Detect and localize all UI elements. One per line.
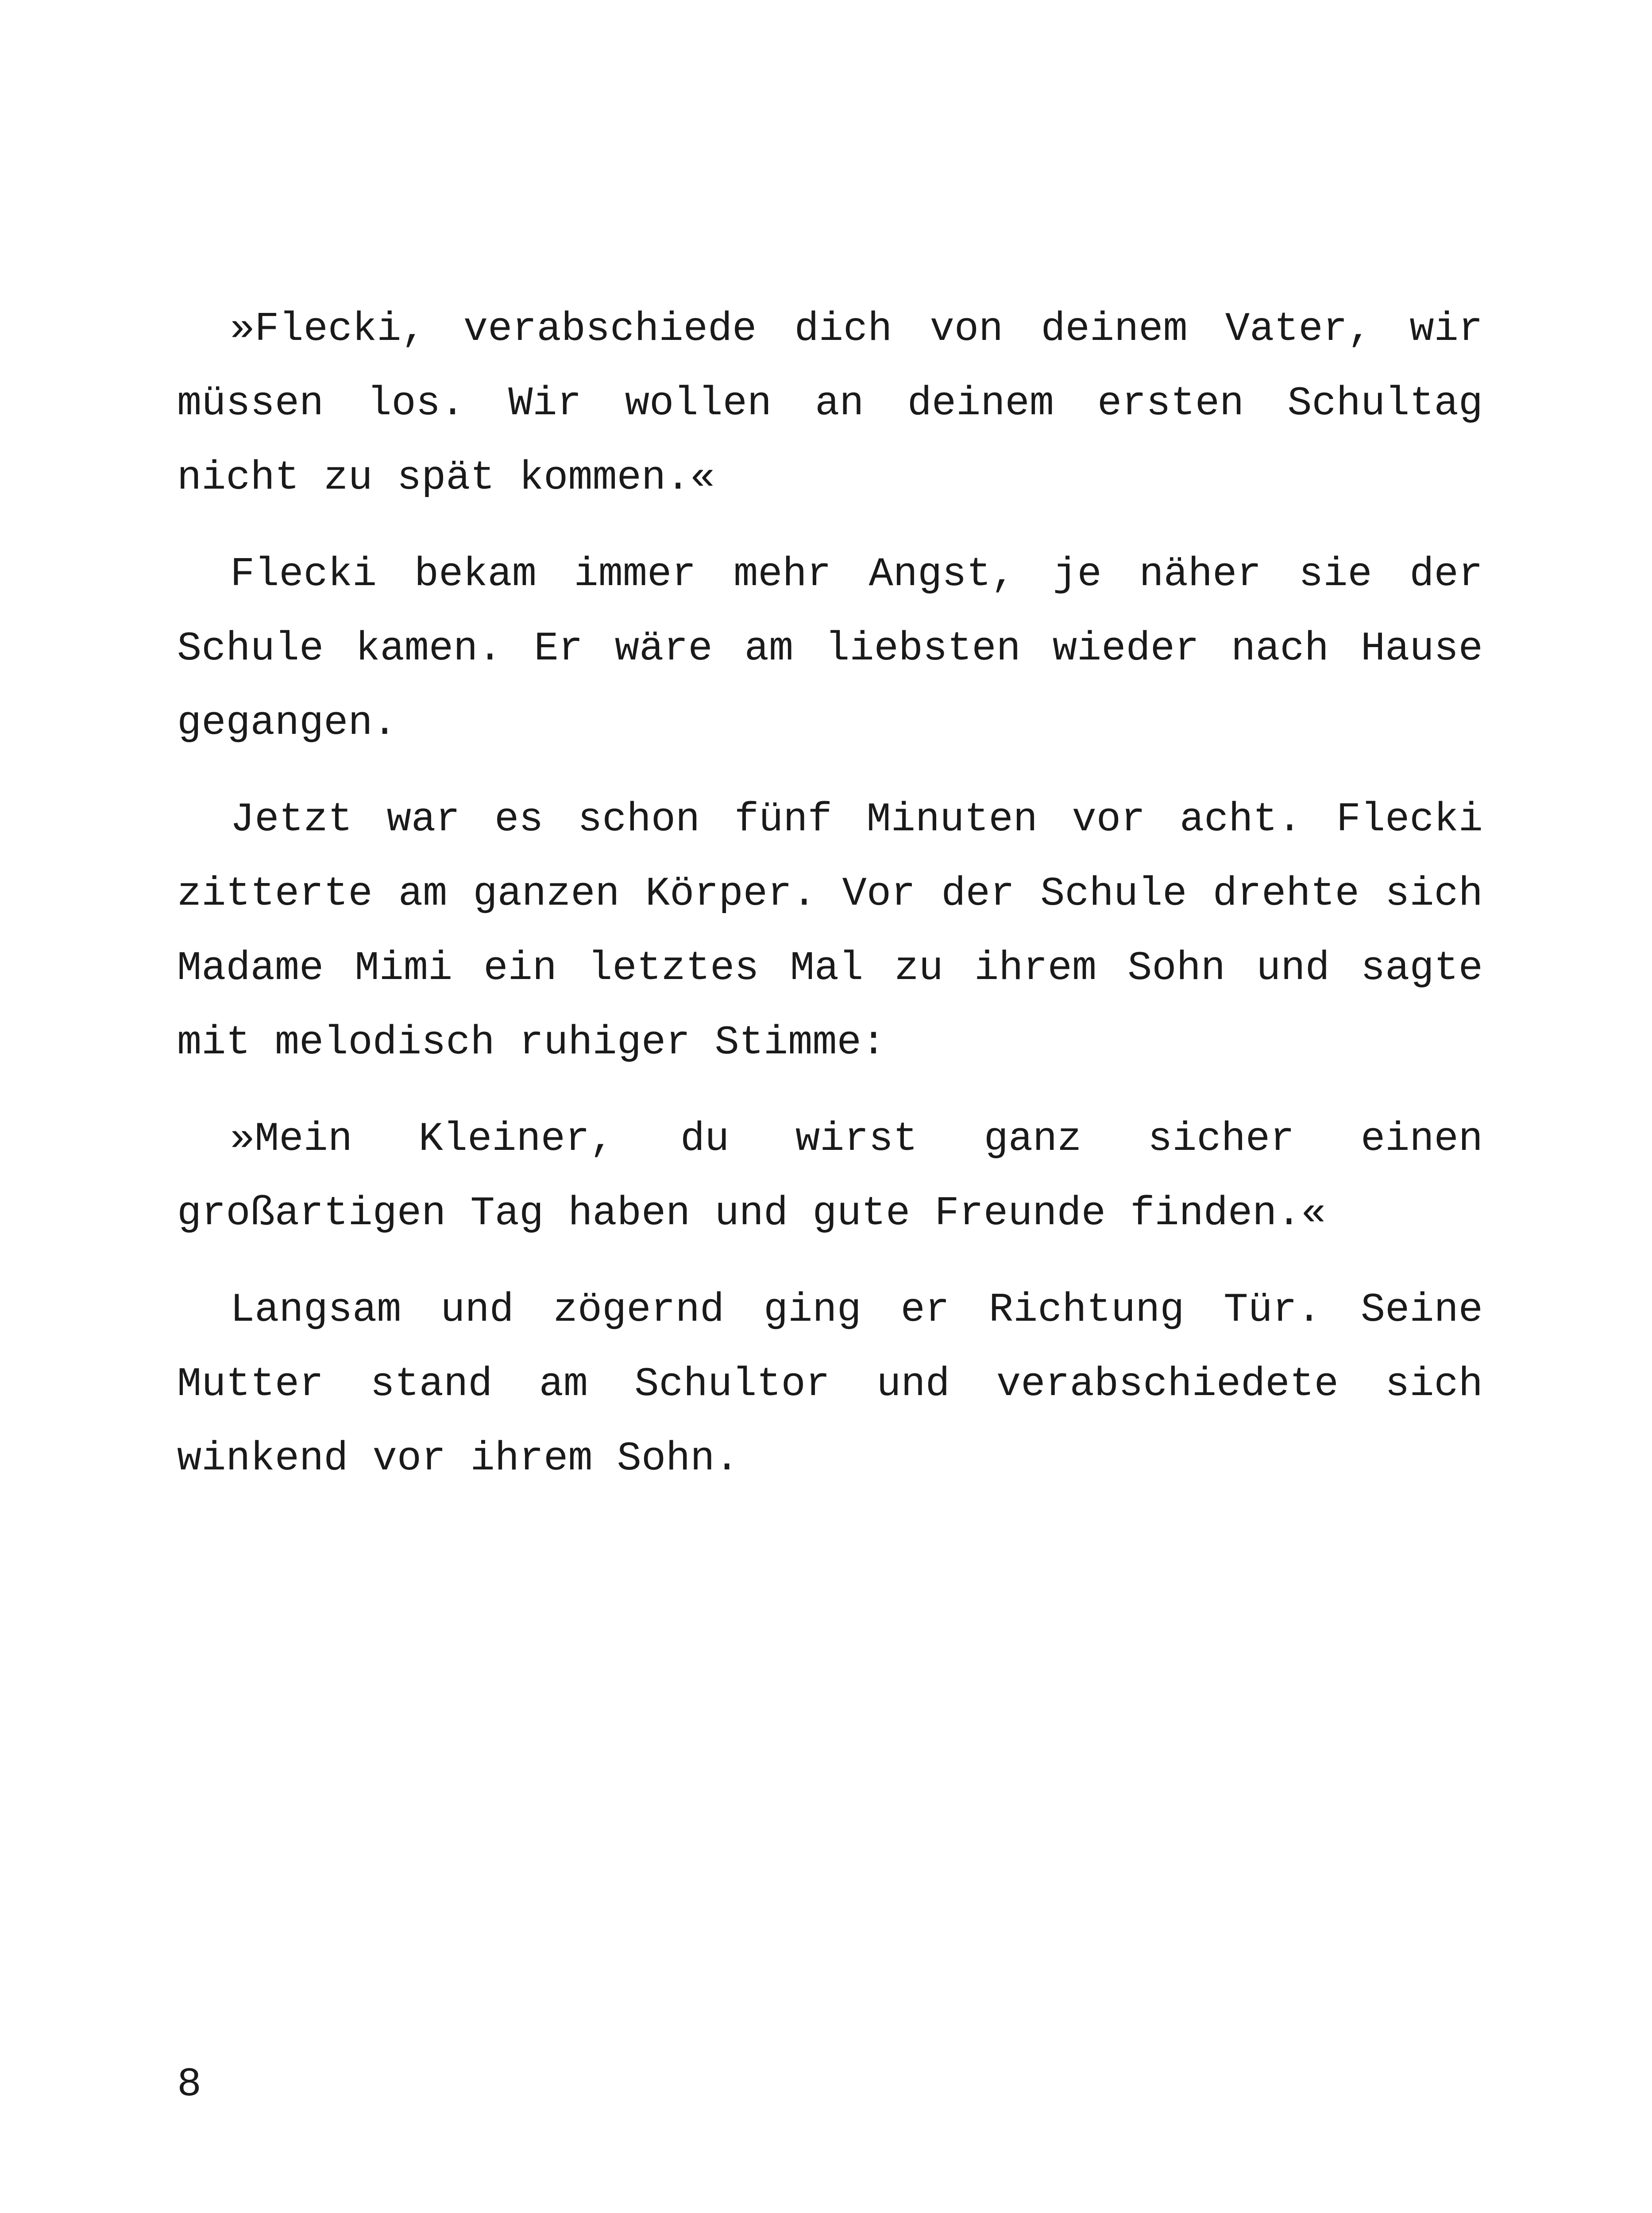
paragraph-2: Flecki bekam immer mehr Angst, je näher sie der Schule kamen. Er wäre am liebsten wieder nach Hause gegangen. bbox=[177, 551, 1483, 746]
paragraph-4: »Mein Kleiner, du wirst ganz sicher einen großartigen Tag haben und gute Freunde finden.« bbox=[177, 1116, 1483, 1237]
paragraph-1: »Flecki, verabschiede dich von deinem Vater, wir müssen los. Wir wollen an deinem ersten Schultag nicht zu spät kommen.« bbox=[177, 306, 1483, 501]
page-number: 8 bbox=[177, 2061, 202, 2108]
paragraph-5: Langsam und zögernd ging er Richtung Tür. Seine Mutter stand am Schultor und verabschiedete sich winkend vor ihrem Sohn. bbox=[177, 1287, 1483, 1482]
body-text bbox=[177, 292, 1483, 1518]
paragraph-3: Jetzt war es schon fünf Minuten vor acht. Flecki zitterte am ganzen Körper. Vor der Schule drehte sich Madame Mimi ein letztes Mal zu ihrem Sohn und sagte mit melodisch ruhiger Stimme: bbox=[177, 796, 1483, 1066]
